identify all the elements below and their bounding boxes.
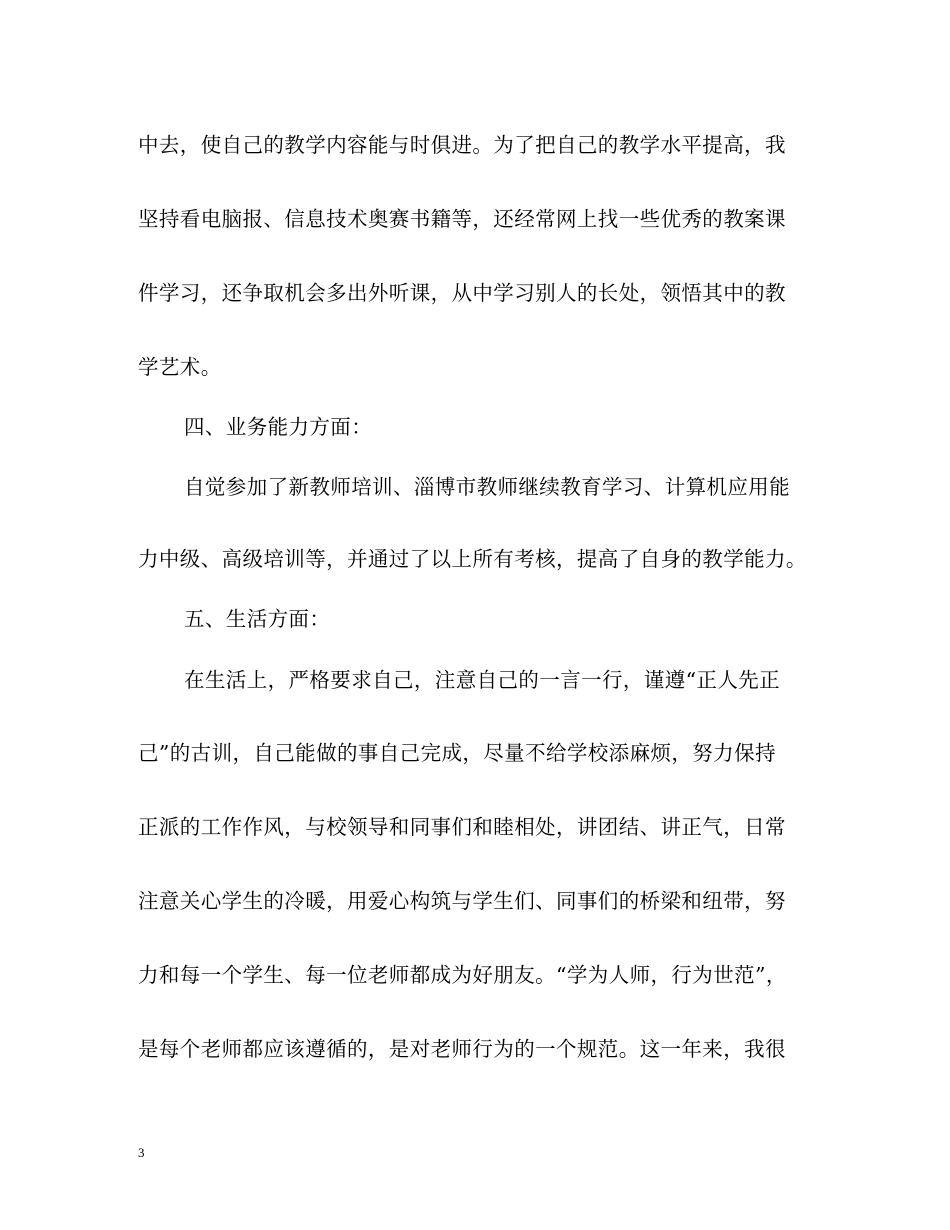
- text-line: 件学习，还争取机会多出外听课，从中学习别人的长处，领悟其中的教: [138, 281, 786, 305]
- text-line: 中去，使自己的教学内容能与时俱进。为了把自己的教学水平提高，我: [138, 133, 786, 157]
- text-line: 己”的古训，自己能做的事自己完成，尽量不给学校添麻烦，努力保持: [138, 741, 776, 765]
- page-number: 3: [138, 1145, 145, 1160]
- text-line: 正派的工作作风，与校领导和同事们和睦相处，讲团结、讲正气，日常: [138, 815, 786, 839]
- text-line: 坚持看电脑报、信息技术奥赛书籍等，还经常网上找一些优秀的教案课: [138, 207, 786, 231]
- section-heading: 五、生活方面：: [184, 607, 331, 631]
- text-line: 力中级、高级培训等，并通过了以上所有考核，提高了自身的教学能力。: [138, 547, 807, 571]
- text-line: 学艺术。: [138, 355, 222, 379]
- paragraph-start-line: 自觉参加了新教师培训、淄博市教师继续教育学习、计算机应用能: [184, 475, 791, 499]
- text-line: 注意关心学生的冷暖，用爱心构筑与学生们、同事们的桥梁和纽带，努: [138, 889, 786, 913]
- text-line: 是每个老师都应该遵循的，是对老师行为的一个规范。这一年来，我很: [138, 1037, 786, 1061]
- section-heading: 四、业务能力方面：: [184, 415, 373, 439]
- paragraph-start-line: 在生活上，严格要求自己，注意自己的一言一行，谨遵“正人先正: [184, 668, 781, 692]
- text-line: 力和每一个学生、每一位老师都成为好朋友。“学为人师，行为世范”，: [138, 963, 787, 987]
